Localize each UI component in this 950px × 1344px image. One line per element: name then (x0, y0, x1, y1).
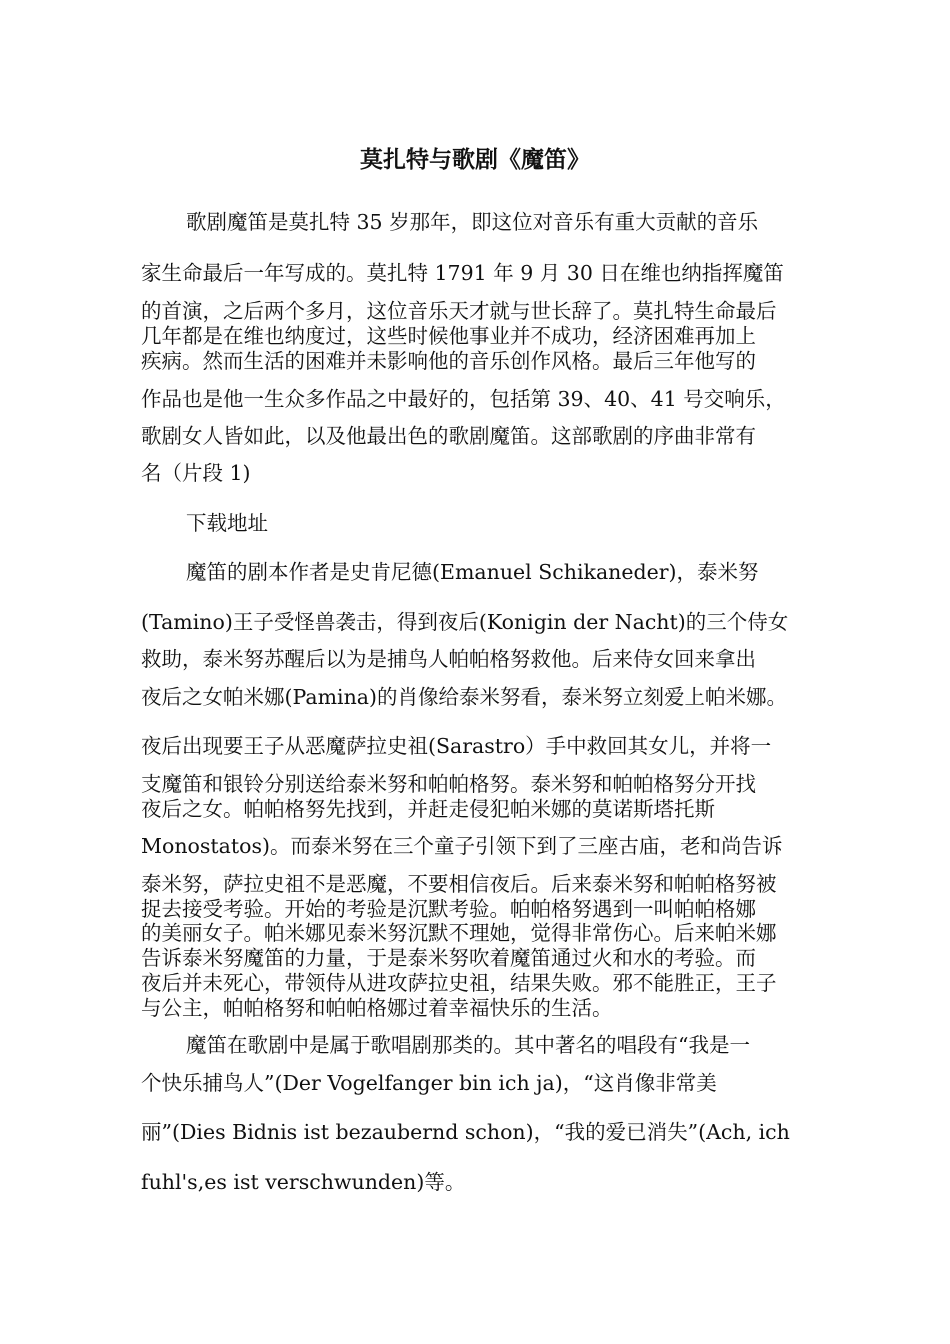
text-line: 夜后出现要王子从恶魔萨拉史祖(Sarastro）手中救回其女儿，并将一 (141, 734, 772, 758)
text-line: 夜后之女。帕帕格努先找到，并赶走侵犯帕米娜的莫诺斯塔托斯 (141, 797, 715, 821)
text-line: 的美丽女子。帕米娜见泰米努沉默不理她，觉得非常伤心。后来帕米娜 (141, 921, 777, 945)
text-line: (Tamino)王子受怪兽袭击，得到夜后(Konigin der Nacht)的三个侍女 (141, 610, 789, 634)
text-line: 歌剧魔笛是莫扎特 35 岁那年，即这位对音乐有重大贡献的音乐 (186, 210, 759, 234)
text-line: 魔笛的剧本作者是史肯尼德(Emanuel Schikaneder)，泰米努 (186, 560, 759, 584)
document-title: 莫扎特与歌剧《魔笛》 (360, 146, 590, 173)
text-line: 夜后并未死心，带领侍从进攻萨拉史祖，结果失败。邪不能胜正，王子 (141, 971, 777, 995)
text-line: 疾病。然而生活的困难并未影响他的音乐创作风格。最后三年他写的 (141, 349, 756, 373)
text-line: 几年都是在维也纳度过，这些时候他事业并不成功，经济困难再加上 (141, 324, 756, 348)
text-line: 告诉泰米努魔笛的力量，于是泰米努吹着魔笛通过火和水的考验。而 (141, 946, 756, 970)
text-line: 家生命最后一年写成的。莫扎特 1791 年 9 月 30 日在维也纳指挥魔笛 (141, 261, 784, 285)
text-line: 支魔笛和银铃分别送给泰米努和帕帕格努。泰米努和帕帕格努分开找 (141, 772, 756, 796)
text-line: 捉去接受考验。开始的考验是沉默考验。帕帕格努遇到一叫帕帕格娜 (141, 897, 756, 921)
text-line: 救助，泰米努苏醒后以为是捕鸟人帕帕格努救他。后来侍女回来拿出 (141, 647, 756, 671)
text-line: 泰米努，萨拉史祖不是恶魔，不要相信夜后。后来泰米努和帕帕格努被 (141, 872, 777, 896)
text-line: 作品也是他一生众多作品之中最好的，包括第 39、40、41 号交响乐， (141, 387, 786, 411)
text-line: 个快乐捕鸟人”(Der Vogelfanger bin ich ja)，“这肖像非常美 (141, 1071, 717, 1095)
text-line: fuhl's,es ist verschwunden)等。 (141, 1170, 466, 1194)
text-line: 名（片段 1) (141, 461, 251, 485)
text-line: 夜后之女帕米娜(Pamina)的肖像给泰米努看，泰米努立刻爱上帕米娜。 (141, 685, 788, 709)
text-line: 丽”(Dies Bidnis ist bezaubernd schon)，“我的爱已消失”(Ach, ich (141, 1120, 790, 1144)
download-link-text: 下载地址 (186, 511, 268, 535)
text-line: 魔笛在歌剧中是属于歌唱剧那类的。其中著名的唱段有“我是一 (186, 1033, 750, 1057)
text-line: 与公主，帕帕格努和帕帕格娜过着幸福快乐的生活。 (141, 996, 613, 1020)
text-line: Monostatos)。而泰米努在三个童子引领下到了三座古庙，老和尚告诉 (141, 834, 783, 858)
text-line: 的首演，之后两个多月，这位音乐天才就与世长辞了。莫扎特生命最后 (141, 299, 777, 323)
text-line: 歌剧女人皆如此，以及他最出色的歌剧魔笛。这部歌剧的序曲非常有 (141, 424, 756, 448)
